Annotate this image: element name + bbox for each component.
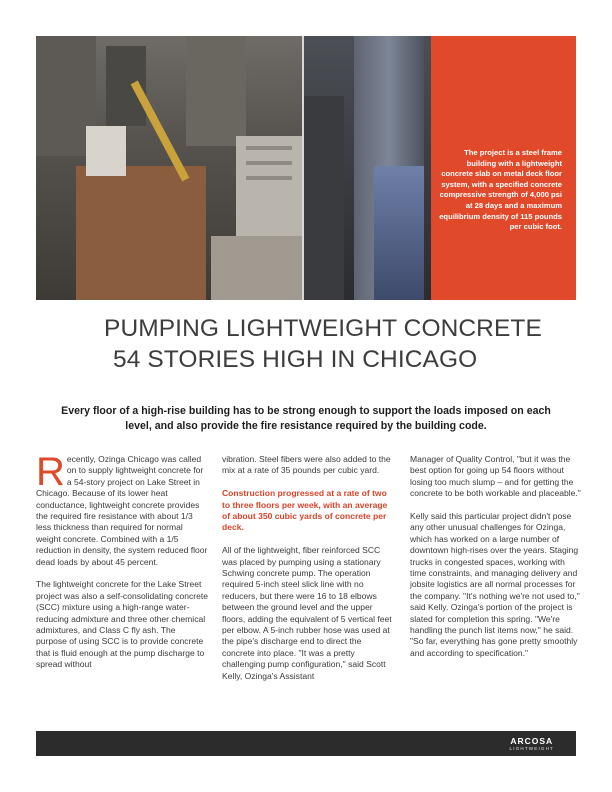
logo-subtitle: LIGHTWEIGHT [509, 746, 554, 751]
column-2 [222, 454, 394, 693]
drop-cap: R [36, 450, 65, 494]
paragraph: The lightweight concrete for the Lake Street project was also a self-consolidating concrete (SCC) mixture using a high-range water-reducing admixture and three other chemical admixtures, and Class C fly ash. The purpose of using SCC is to provide concrete that is fluid enough at the pump discharge to spread without [36, 579, 208, 670]
arcosa-logo [510, 736, 554, 752]
footer-bar [36, 731, 576, 756]
paragraph: Kelly said this particular project didn't pose any other unusual challenges for Ozinga, which has worked on a large number of downtown high-rises over the years. Staging trucks in congested spaces, working with time constraints, and managing delivery and jobsite logistics are all normal processes for the company. "It's nothing we're not used to," said Kelly. Ozinga's portion of the project is slated for completion this spring. "We're handling the punch list items now," he said. "So far, everything has gone pretty smoothly and according to specification." [410, 511, 580, 658]
pull-quote: Construction progressed at a rate of two to three floors per week, with an average of about 350 cubic yards of concrete per deck. [222, 488, 388, 533]
construction-photo [36, 36, 302, 300]
callout-box [431, 36, 576, 300]
paragraph: All of the lightweight, fiber reinforced SCC was placed by pumping using a stationary Schwing concrete pump. The operation required 5-inch steel slick line with no reducers, but there were 16 to 18 elbows between the ground level and the upper floors, adding the equivalent of 5 vertical feet per elbow. A 5-inch rubber hose was used at the pipe's discharge end to direct the concrete into place. "It was a pretty challenging pump configuration," said Scott Kelly, Ozinga's Assistant [222, 545, 392, 681]
intro-paragraph: Every floor of a high-rise building has to be strong enough to support the loads imposed on each level, and also provide the fire resistance required by the building code. [61, 405, 551, 432]
paragraph: Manager of Quality Control, "but it was the best option for going up 54 floors without losing too much slump – and for getting the concrete to be both workable and placeable." [410, 454, 581, 499]
paragraph [36, 450, 208, 568]
paragraph: vibration. Steel fibers were also added to the mix at a rate of 35 pounds per cubic yard. [222, 454, 391, 476]
logo-wordmark: ARCOSA [510, 736, 554, 746]
title-line-2: 54 STORIES HIGH IN CHICAGO [113, 346, 478, 373]
paragraph-text: ecently, Ozinga Chicago was called on to supply lightweight concrete for a 54-story project on Lake Street in Chicago. Because of its lower heat conductance, lightweight concrete provides the required fire resistance with about 1/3 less thickness than required for normal weight concrete. Combined with a 1/5 reduction in density, the system reduced floor dead loads by about 45 percent. [36, 454, 208, 567]
column-1 [36, 450, 208, 682]
title-line-1: PUMPING LIGHTWEIGHT CONCRETE [104, 315, 542, 342]
column-3 [410, 454, 582, 671]
callout-text: The project is a steel frame building with a lightweight concrete slab on metal deck floor system, with a specified concrete compressive strength of 4,000 psi at 28 days and a maximum equilibrium density of 115 pounds per cubic foot. [439, 148, 562, 232]
article-title [104, 313, 584, 375]
